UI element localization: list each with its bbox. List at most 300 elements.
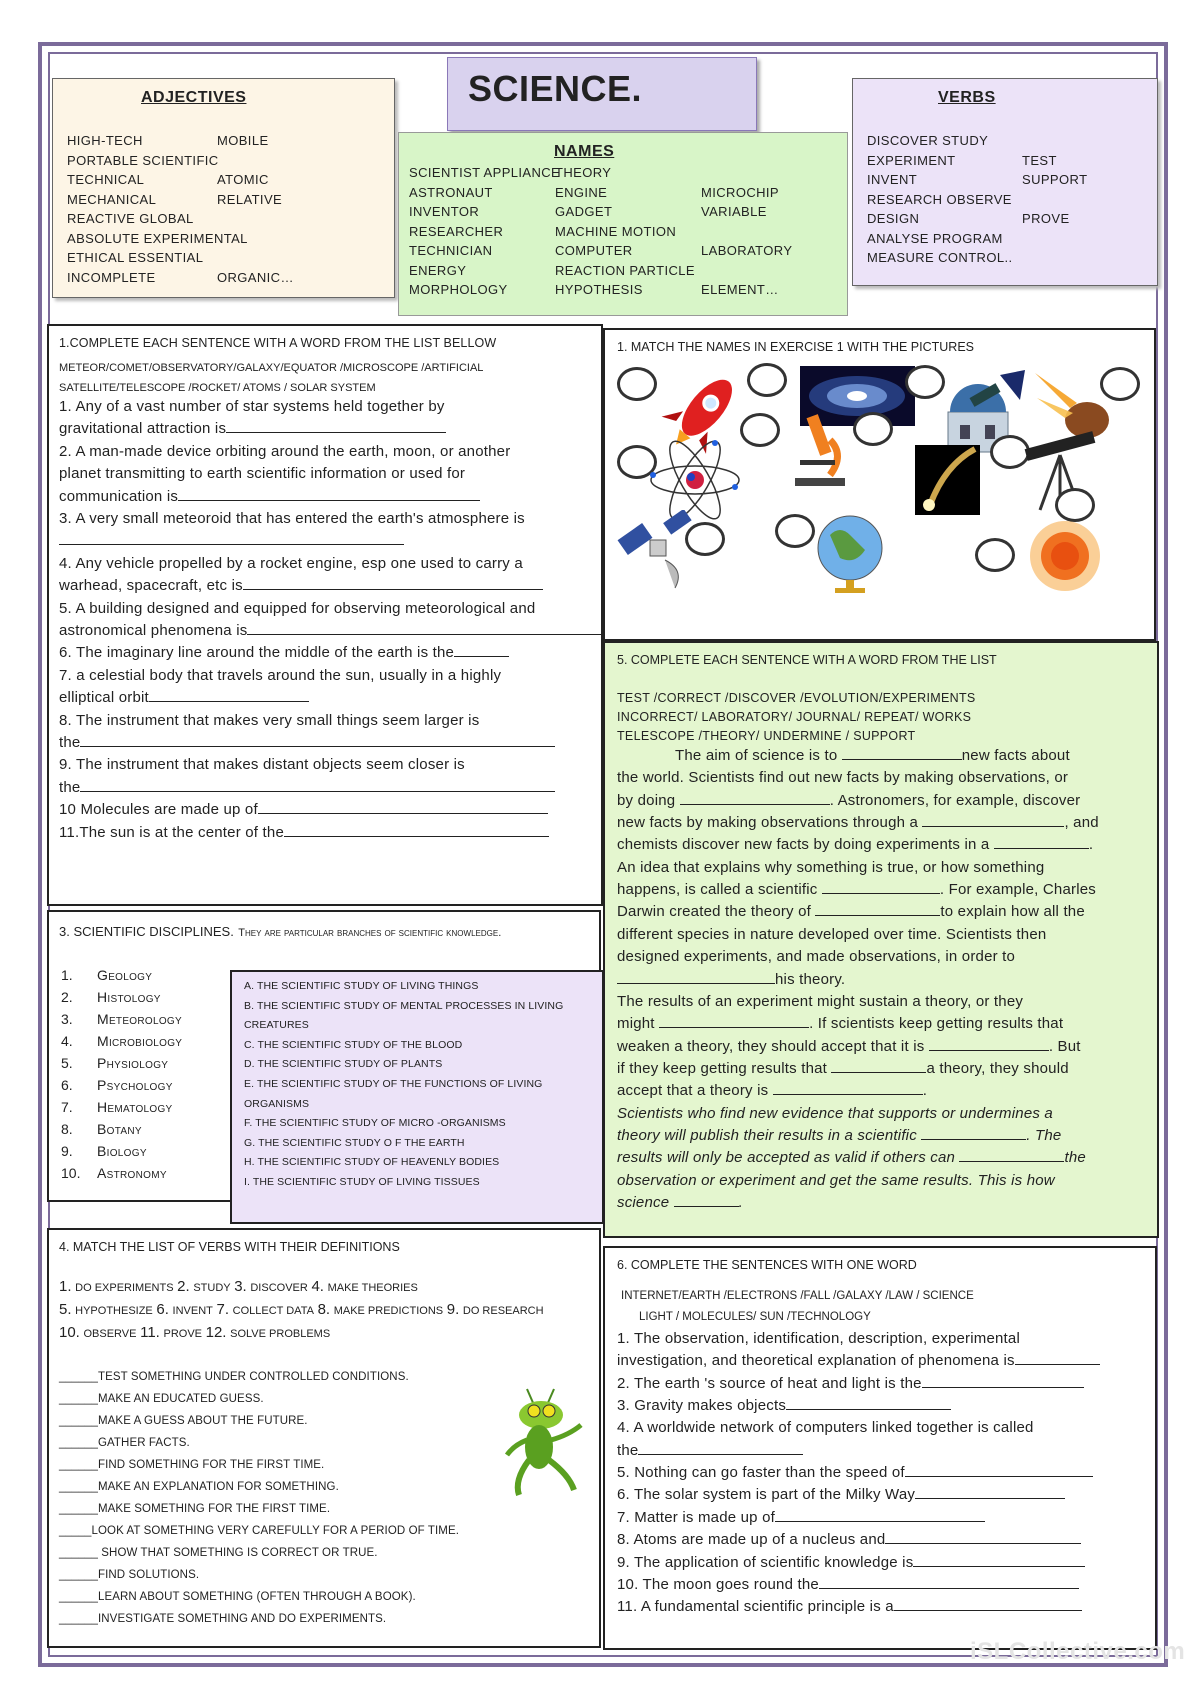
exercise-1-instruction: 1.COMPLETE EACH SENTENCE WITH A WORD FROM THE LIST BELLOW <box>59 336 497 350</box>
answer-blank[interactable] <box>773 1080 923 1095</box>
verb-label: DO EXPERIMENTS <box>75 1282 174 1294</box>
paragraph-text: Darwin created the theory of <box>617 903 812 921</box>
sentence-text: 2. The earth 's source of heat and light is the <box>617 1374 922 1392</box>
paragraph-text: theory will publish their results in a scientific <box>617 1126 917 1144</box>
word-item: INVENT <box>867 172 918 187</box>
sentence-line: communication is <box>59 486 480 509</box>
paragraph-text: results will only be accepted as valid if others can <box>617 1149 956 1167</box>
paragraph-text: designed experiments, and made observations, in order to <box>617 948 1016 966</box>
word-item: ORGANIC… <box>217 269 294 285</box>
paragraph-text: happens, is called a scientific <box>617 881 818 899</box>
verb-number: 5. <box>59 1301 72 1318</box>
sentence-line: 8. The instrument that makes very small things seem larger is <box>59 711 480 729</box>
verb-number: 10. <box>59 1324 80 1341</box>
microscope-picture <box>785 410 855 490</box>
sentence-line: elliptical orbit <box>59 687 309 710</box>
paragraph-line <box>617 901 1085 924</box>
paragraph-line <box>617 790 1080 813</box>
discipline-name: Psychology <box>97 1077 173 1093</box>
word-item: COMPUTER <box>555 243 633 258</box>
verb-number: 7. <box>216 1301 230 1318</box>
exercise-3-instruction-block <box>59 922 579 943</box>
word-item: MACHINE MOTION <box>555 223 677 239</box>
adjectives-box <box>52 78 395 298</box>
answer-blank[interactable] <box>842 745 962 760</box>
answer-blank[interactable] <box>178 486 480 501</box>
definition-item: E. THE SCIENTIFIC STUDY OF THE FUNCTIONS OF LIVING ORGANISMS <box>244 1077 543 1110</box>
answer-blank[interactable] <box>922 812 1064 827</box>
names-box <box>398 132 848 316</box>
discipline-number: 10. <box>61 1165 81 1181</box>
paragraph-text: a theory, they should <box>926 1059 1069 1077</box>
verb-definition: ______MAKE AN EDUCATED GUESS. <box>59 1393 264 1405</box>
answer-blank[interactable] <box>905 1462 1093 1477</box>
sentence-line <box>617 1440 803 1463</box>
answer-circle[interactable] <box>975 538 1015 572</box>
discipline-row <box>61 1008 182 1030</box>
verb-label: SOLVE PROBLEMS <box>230 1328 331 1340</box>
answer-blank[interactable] <box>284 822 549 837</box>
verb-number: 8. <box>317 1301 331 1318</box>
answer-blank[interactable] <box>638 1440 803 1455</box>
paragraph-text: . Astronomers, for example, discover <box>829 791 1081 809</box>
paragraph-text: new facts by making observations through a <box>617 814 919 832</box>
answer-blank[interactable] <box>243 575 543 590</box>
sentence-line: 3. A very small meteoroid that has entered the earth's atmosphere is <box>59 510 525 527</box>
sentence-line: gravitational attraction is <box>59 418 446 441</box>
answer-blank[interactable] <box>959 1147 1064 1162</box>
word-item: SCIENTIST APPLIANCE <box>409 165 561 180</box>
sentence-text: 1. The observation, identification, description, experimental <box>617 1330 1020 1347</box>
answer-circle[interactable] <box>740 413 780 447</box>
paragraph-text: . For example, Charles <box>939 881 1096 899</box>
answer-blank[interactable] <box>680 790 830 805</box>
paragraph-line <box>617 991 1023 1014</box>
paragraph-text: . <box>922 1082 928 1100</box>
verb-number: 9. <box>446 1301 460 1318</box>
sentence-line: 1. Any of a vast number of star systems held together by <box>59 398 445 415</box>
sentence-line <box>617 1507 985 1530</box>
sentence-line <box>617 1395 951 1418</box>
sentence-line <box>617 1373 1084 1396</box>
word-list-line: TEST /CORRECT /DISCOVER /EVOLUTION/EXPERIMENTS <box>617 691 976 705</box>
sentence-line: the <box>59 732 555 755</box>
exercise-5-instruction: 5. COMPLETE EACH SENTENCE WITH A WORD FROM THE LIST <box>617 653 997 667</box>
discipline-row <box>61 986 182 1008</box>
exercise-1-word-list: METEOR/COMET/OBSERVATORY/GALAXY/EQUATOR /MICROSCOPE /ARTIFICIAL SATELLITE/TELESCOPE /ROCKET/ ATOMS / SOLAR SYSTEM <box>59 362 483 394</box>
word-item: DESIGN <box>867 211 920 226</box>
verb-definition: ______INVESTIGATE SOMETHING AND DO EXPERIMENTS. <box>59 1613 387 1625</box>
paragraph-text: accept that a theory is <box>617 1082 769 1100</box>
answer-blank[interactable] <box>894 1596 1082 1611</box>
sentence-text: 4. A worldwide network of computers linked together is called <box>617 1419 1034 1437</box>
paragraph-text: . The <box>1026 1126 1062 1144</box>
verb-number: 12. <box>205 1324 227 1341</box>
paragraph-text: by doing <box>617 791 676 809</box>
definitions-list <box>244 977 584 1193</box>
discipline-number: 3. <box>61 1011 73 1027</box>
definition-item: H. THE SCIENTIFIC STUDY OF HEAVENLY BODIES <box>244 1156 500 1169</box>
discipline-row <box>61 964 182 986</box>
verbs-numbered-list <box>59 1276 544 1345</box>
verb-definition: ______MAKE A GUESS ABOUT THE FUTURE. <box>59 1415 308 1427</box>
verb-label: DISCOVER <box>250 1282 308 1294</box>
verb-label: INVENT <box>172 1305 213 1317</box>
disciplines-list <box>61 964 182 1184</box>
sentence-text: 5. Nothing can go faster than the speed of <box>617 1464 905 1482</box>
sentence-text: 9. The application of scientific knowledge is <box>617 1553 914 1571</box>
exercise-6 <box>603 1246 1157 1650</box>
discipline-row <box>61 1030 182 1052</box>
answer-blank[interactable] <box>994 834 1089 849</box>
answer-blank[interactable] <box>885 1529 1081 1544</box>
word-item: REACTION PARTICLE <box>555 262 695 278</box>
pictures-instruction: 1. MATCH THE NAMES IN EXERCISE 1 WITH THE PICTURES <box>617 340 974 354</box>
sentence-line <box>617 1596 1082 1619</box>
answer-circle[interactable] <box>775 514 815 548</box>
word-item: MEASURE CONTROL.. <box>867 250 1013 265</box>
answer-blank[interactable] <box>247 620 622 635</box>
paragraph-text: his theory. <box>775 970 846 988</box>
word-item: GADGET <box>555 204 613 219</box>
word-item: MECHANICAL <box>67 191 157 207</box>
answer-blank[interactable] <box>929 1036 1049 1051</box>
sentence-line <box>617 1328 1020 1351</box>
verb-line <box>59 1322 544 1345</box>
sentence-line: 10 Molecules are made up of <box>59 799 548 822</box>
paragraph-line <box>617 812 1099 835</box>
solar-system-picture <box>1025 516 1105 596</box>
answer-blank[interactable] <box>1015 1350 1100 1365</box>
answer-blank[interactable] <box>822 879 940 894</box>
names-heading: NAMES <box>554 143 615 160</box>
sentence-text: 7. Matter is made up of <box>617 1508 776 1526</box>
verb-number: 3. <box>234 1278 247 1295</box>
word-item: RESEARCH OBSERVE <box>867 191 1012 207</box>
sentence-line: 2. A man-made device orbiting around the earth, moon, or another <box>59 442 511 460</box>
disciplines-definitions <box>230 970 604 1224</box>
word-item: ENGINE <box>555 184 608 200</box>
discipline-name: Microbiology <box>97 1033 183 1049</box>
sentence-line: 6. The imaginary line around the middle of the earth is the <box>59 642 509 665</box>
discipline-row <box>61 1052 182 1074</box>
paragraph-text: the <box>1064 1149 1086 1167</box>
paragraph-line <box>617 1080 927 1103</box>
sentence-line: astronomical phenomena is <box>59 620 622 643</box>
paragraph-text: if they keep getting results that <box>617 1059 828 1077</box>
paragraph-text: An idea that explains why something is true, or how something <box>617 858 1045 876</box>
sentence-text: 10. The moon goes round the <box>617 1575 819 1593</box>
word-item: DISCOVER STUDY <box>867 133 989 148</box>
sentence-line: the <box>59 777 555 800</box>
answer-blank[interactable] <box>921 1125 1026 1140</box>
word-item: TEST <box>1022 152 1057 168</box>
word-item: INCOMPLETE <box>67 269 156 285</box>
paragraph-text: , and <box>1064 814 1099 832</box>
sentence-text: the <box>617 1441 639 1459</box>
paragraph-text: the world. Scientists find out new facts by making observations, or <box>617 769 1069 787</box>
sentence-line <box>617 1417 1034 1440</box>
verb-line <box>59 1299 544 1322</box>
answer-blank[interactable] <box>59 530 404 545</box>
word-item: MICROCHIP <box>701 184 779 200</box>
verb-label: MAKE THEORIES <box>327 1282 418 1294</box>
answer-blank[interactable] <box>80 777 555 792</box>
discipline-name: Meteorology <box>97 1011 182 1027</box>
paragraph-text: . But <box>1048 1037 1081 1055</box>
definition-item: B. THE SCIENTIFIC STUDY OF MENTAL PROCESSES IN LIVING CREATURES <box>244 999 564 1032</box>
discipline-row <box>61 1096 182 1118</box>
paragraph-text: . If scientists keep getting results that <box>809 1015 1064 1033</box>
answer-circle[interactable] <box>853 412 893 446</box>
verb-definition: ______ SHOW THAT SOMETHING IS CORRECT OR TRUE. <box>59 1547 378 1559</box>
answer-blank[interactable] <box>149 687 309 702</box>
word-item: ANALYSE PROGRAM <box>867 230 1003 246</box>
discipline-number: 8. <box>61 1121 73 1137</box>
frog-icon <box>499 1385 589 1505</box>
paragraph-text: weaken a theory, they should accept that it is <box>617 1037 925 1055</box>
sentence-text: investigation, and theoretical explanation of phenomena is <box>617 1352 1015 1370</box>
answer-blank[interactable] <box>922 1373 1084 1388</box>
word-item: VARIABLE <box>701 204 767 219</box>
sentence-line <box>617 1484 1065 1507</box>
discipline-row <box>61 1140 182 1162</box>
sentence-line: warhead, spacecraft, etc is <box>59 575 543 598</box>
word-item: ASTRONAUT <box>409 184 493 200</box>
verb-label: COLLECT DATA <box>232 1305 314 1317</box>
exercise-1 <box>47 324 603 906</box>
verb-label: OBSERVE <box>83 1328 137 1340</box>
sentence-line: 5. A building designed and equipped for observing meteorological and <box>59 599 536 617</box>
paragraph-line <box>617 1147 1086 1170</box>
paragraph-line <box>617 879 1096 902</box>
discipline-name: Hematology <box>97 1099 173 1115</box>
verb-number: 6. <box>156 1301 169 1318</box>
paragraph-text: . <box>738 1194 744 1211</box>
definition-item: F. THE SCIENTIFIC STUDY OF MICRO -ORGANISMS <box>244 1117 506 1130</box>
answer-blank[interactable] <box>80 732 555 747</box>
paragraph-text: Scientists who find new evidence that supports or undermines a <box>617 1104 1053 1122</box>
paragraph-line <box>617 767 1068 790</box>
exercise-5 <box>603 641 1159 1238</box>
watermark: iSLCollective.com <box>970 1638 1186 1665</box>
sentence-text: 8. Atoms are made up of a nucleus and <box>617 1531 886 1549</box>
sentence-line <box>617 1574 1079 1597</box>
word-item: MOBILE <box>217 133 269 148</box>
verb-definitions-list <box>59 1366 459 1630</box>
word-item: ATOMIC <box>217 172 269 187</box>
definition-item: I. THE SCIENTIFIC STUDY OF LIVING TISSUES <box>244 1175 480 1188</box>
sentence-text: 11. A fundamental scientific principle is a <box>617 1598 894 1616</box>
word-item: HIGH-TECH <box>67 133 143 148</box>
sentence-line: 9. The instrument that makes distant objects seem closer is <box>59 756 465 774</box>
paragraph-line <box>617 924 1046 947</box>
paragraph-line <box>617 1125 1061 1148</box>
discipline-name: Geology <box>97 967 153 983</box>
paragraph-text: to explain how all the <box>940 903 1085 921</box>
discipline-number: 9. <box>61 1143 73 1159</box>
word-item: ELEMENT… <box>701 282 779 297</box>
verb-label: MAKE PREDICTIONS <box>333 1305 444 1317</box>
paragraph-line <box>617 1192 743 1215</box>
answer-blank[interactable] <box>913 1552 1085 1567</box>
word-item: SUPPORT <box>1022 172 1088 187</box>
sentence-line: planet transmitting to earth scientific information or used for <box>59 465 466 483</box>
comet-picture <box>915 445 980 515</box>
verb-label: HYPOTHESIZE <box>75 1305 153 1317</box>
verb-definition: ______TEST SOMETHING UNDER CONTROLLED CONDITIONS. <box>59 1371 409 1383</box>
definition-item: C. THE SCIENTIFIC STUDY OF THE BLOOD <box>244 1038 463 1051</box>
paragraph-line <box>617 969 845 992</box>
sentence-line <box>617 1462 1093 1485</box>
word-list-line: INTERNET/EARTH /ELECTRONS /FALL /GALAXY /LAW / SCIENCE <box>621 1290 974 1302</box>
answer-blank[interactable] <box>786 1395 951 1410</box>
word-item: ENERGY <box>409 262 467 278</box>
exercise-3-instruction: 3. SCIENTIFIC DISCIPLINES. <box>59 924 234 939</box>
paragraph-text: new facts about <box>961 747 1070 764</box>
discipline-number: 2. <box>61 989 73 1005</box>
adjectives-heading: ADJECTIVES <box>141 89 247 106</box>
word-item: ABSOLUTE EXPERIMENTAL <box>67 230 248 246</box>
verb-definition: ______GATHER FACTS. <box>59 1437 190 1449</box>
verb-definition: ______MAKE SOMETHING FOR THE FIRST TIME. <box>59 1503 331 1515</box>
discipline-row <box>61 1118 182 1140</box>
word-item: TECHNICAL <box>67 172 145 187</box>
title-box <box>447 57 757 131</box>
verb-definition: _____LOOK AT SOMETHING VERY CAREFULLY FOR A PERIOD OF TIME. <box>59 1525 460 1537</box>
paragraph-line <box>617 1058 1069 1081</box>
verb-definition: ______FIND SOLUTIONS. <box>59 1569 200 1581</box>
globe-picture <box>810 510 890 595</box>
verb-label: STUDY <box>193 1282 231 1294</box>
paragraph-line <box>617 1103 1053 1126</box>
exercise-1-pictures <box>603 328 1156 641</box>
sentence-text: 6. The solar system is part of the Milky Way <box>617 1486 916 1504</box>
answer-blank[interactable] <box>226 418 446 433</box>
word-item: INVENTOR <box>409 204 480 219</box>
paragraph-line <box>617 857 1044 880</box>
discipline-name: Astronomy <box>97 1165 167 1181</box>
definition-item: A. THE SCIENTIFIC STUDY OF LIVING THINGS <box>244 980 479 992</box>
page-title: SCIENCE. <box>468 68 643 109</box>
answer-circle[interactable] <box>747 363 787 397</box>
paragraph-line <box>675 745 1070 768</box>
paragraph-text: science <box>617 1194 670 1211</box>
answer-blank[interactable] <box>775 1507 985 1522</box>
word-item: TECHNICIAN <box>409 243 493 258</box>
discipline-number: 5. <box>61 1055 73 1071</box>
answer-blank[interactable] <box>915 1484 1065 1499</box>
paragraph-line <box>617 946 1015 969</box>
paragraph-text: The results of an experiment might sustain a theory, or they <box>617 992 1024 1010</box>
word-item: RESEARCHER <box>409 223 504 239</box>
verb-definition: ______LEARN ABOUT SOMETHING (OFTEN THROUGH A BOOK). <box>59 1591 416 1603</box>
verb-label: DO RESEARCH <box>462 1305 544 1317</box>
discipline-number: 6. <box>61 1077 73 1093</box>
word-item: EXPERIMENT <box>867 152 956 168</box>
word-item: ETHICAL ESSENTIAL <box>67 250 204 265</box>
verb-number: 2. <box>177 1278 190 1295</box>
paragraph-line <box>617 834 1093 857</box>
verb-line <box>59 1276 544 1299</box>
answer-circle[interactable] <box>617 367 657 401</box>
discipline-row <box>61 1074 182 1096</box>
sentence-line: 7. a celestial body that travels around the sun, usually in a highly <box>59 666 502 684</box>
word-list-line: LIGHT / MOLECULES/ SUN /TECHNOLOGY <box>639 1311 871 1323</box>
exercise-4 <box>47 1228 601 1648</box>
paragraph-text: might <box>617 1015 655 1033</box>
word-list-line: TELESCOPE /THEORY/ UNDERMINE / SUPPORT <box>617 729 916 743</box>
answer-blank[interactable] <box>454 642 509 657</box>
word-item: LABORATORY <box>701 243 793 258</box>
verb-label: PROVE <box>163 1328 202 1340</box>
answer-blank[interactable] <box>659 1013 809 1028</box>
sentence-line <box>59 530 404 553</box>
paragraph-text: observation or experiment and get the same results. This is how <box>617 1171 1055 1189</box>
satellite-picture <box>615 510 695 590</box>
definition-item: D. THE SCIENTIFIC STUDY OF PLANTS <box>244 1058 443 1071</box>
answer-blank[interactable] <box>815 901 940 916</box>
exercise-4-instruction: 4. MATCH THE LIST OF VERBS WITH THEIR DEFINITIONS <box>59 1240 400 1254</box>
answer-blank[interactable] <box>617 969 775 984</box>
answer-blank[interactable] <box>674 1192 739 1207</box>
exercise-3-instruction-detail: They are particular branches of scientific knowledge. <box>238 927 502 939</box>
discipline-name: Histology <box>97 989 161 1005</box>
sentence-line: 11.The sun is at the center of the <box>59 822 549 845</box>
discipline-number: 7. <box>61 1099 73 1115</box>
word-item: RELATIVE <box>217 191 283 207</box>
paragraph-line <box>617 1036 1081 1059</box>
answer-blank[interactable] <box>831 1058 926 1073</box>
paragraph-text: The aim of science is to <box>675 747 838 764</box>
discipline-name: Physiology <box>97 1055 169 1071</box>
answer-blank[interactable] <box>819 1574 1079 1589</box>
verb-number: 11. <box>140 1324 160 1341</box>
discipline-number: 4. <box>61 1033 73 1049</box>
verb-number: 4. <box>311 1278 324 1295</box>
exercise-6-instruction: 6. COMPLETE THE SENTENCES WITH ONE WORD <box>617 1258 917 1272</box>
verb-number: 1. <box>59 1278 72 1295</box>
word-list-line: INCORRECT/ LABORATORY/ JOURNAL/ REPEAT/ WORKS <box>617 710 972 724</box>
verb-definition: ______FIND SOMETHING FOR THE FIRST TIME. <box>59 1459 325 1471</box>
paragraph-text: different species in nature developed over time. Scientists then <box>617 925 1047 943</box>
paragraph-text: . <box>1088 836 1094 854</box>
answer-circle[interactable] <box>685 522 725 556</box>
sentence-line <box>617 1552 1085 1575</box>
paragraph-line <box>617 1013 1063 1036</box>
definition-item: G. THE SCIENTIFIC STUDY O F THE EARTH <box>244 1136 465 1149</box>
sentence-line <box>617 1350 1100 1373</box>
discipline-name: Biology <box>97 1143 147 1159</box>
sentence-line: 4. Any vehicle propelled by a rocket engine, esp one used to carry a <box>59 554 523 572</box>
paragraph-text: chemists discover new facts by doing experiments in a <box>617 836 990 854</box>
word-item: HYPOTHESIS <box>555 282 643 297</box>
word-item: MORPHOLOGY <box>409 282 508 297</box>
verbs-heading: VERBS <box>938 89 996 106</box>
answer-circle[interactable] <box>1100 367 1140 401</box>
verbs-box <box>852 78 1158 286</box>
discipline-number: 1. <box>61 967 73 983</box>
word-item: PROVE <box>1022 211 1070 226</box>
paragraph-line <box>617 1170 1055 1193</box>
word-item: THEORY <box>555 165 612 180</box>
discipline-name: Botany <box>97 1121 142 1137</box>
sentence-text: 3. Gravity makes objects <box>617 1397 787 1415</box>
discipline-row <box>61 1162 182 1184</box>
verb-definition: ______MAKE AN EXPLANATION FOR SOMETHING. <box>59 1481 339 1493</box>
answer-blank[interactable] <box>258 799 548 814</box>
sentence-line <box>617 1529 1081 1552</box>
